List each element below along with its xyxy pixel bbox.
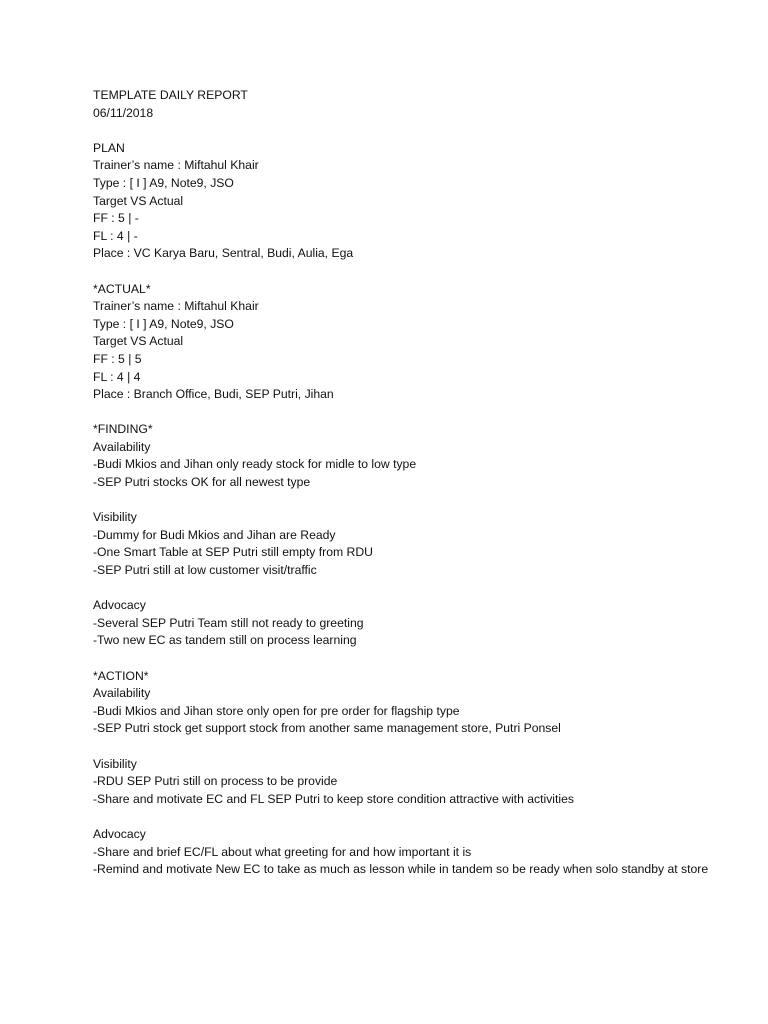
action-availability-item: -Budi Mkios and Jihan store only open for pre order for flagship type <box>93 703 460 718</box>
action-visibility-item: -RDU SEP Putri still on process to be provide <box>93 774 338 789</box>
actual-place: Place : Branch Office, Budi, SEP Putri, Jihan <box>93 387 334 402</box>
plan-trainer: Trainer’s name : Miftahul Khair <box>93 158 259 173</box>
spacer <box>93 738 733 756</box>
finding-availability-title: Availability <box>93 439 151 454</box>
spacer <box>93 404 733 422</box>
action-visibility-title: Visibility <box>93 756 137 771</box>
finding-visibility-title: Visibility <box>93 510 137 525</box>
actual-heading: *ACTUAL* <box>93 281 151 296</box>
spacer <box>93 492 733 510</box>
finding-advocacy-title: Advocacy <box>93 598 146 613</box>
finding-visibility-item: -SEP Putri still at low customer visit/traffic <box>93 563 317 578</box>
spacer <box>93 808 733 826</box>
plan-type: Type : [ I ] A9, Note9, JSO <box>93 175 234 190</box>
plan-fl: FL : 4 | - <box>93 228 138 243</box>
finding-heading: *FINDING* <box>93 422 153 437</box>
spacer <box>93 263 733 281</box>
action-visibility-item: -Share and motivate EC and FL SEP Putri to keep store condition attractive with activities <box>93 791 574 806</box>
report-title: TEMPLATE DAILY REPORT <box>93 88 248 102</box>
spacer <box>93 650 733 668</box>
actual-type: Type : [ I ] A9, Note9, JSO <box>93 316 234 331</box>
plan-target-vs-actual: Target VS Actual <box>93 193 184 208</box>
finding-advocacy-item: -Two new EC as tandem still on process learning <box>93 633 357 648</box>
plan-heading: PLAN <box>93 140 125 155</box>
report-date: 06/11/2018 <box>93 105 154 120</box>
plan-ff: FF : 5 | - <box>93 211 139 226</box>
finding-advocacy-item: -Several SEP Putri Team still not ready to greeting <box>93 615 364 630</box>
finding-availability-item: -Budi Mkios and Jihan only ready stock for midle to low type <box>93 457 417 472</box>
actual-target-vs-actual: Target VS Actual <box>93 334 184 349</box>
plan-place: Place : VC Karya Baru, Sentral, Budi, Aulia, Ega <box>93 246 354 261</box>
spacer <box>93 122 733 140</box>
finding-visibility-item: -Dummy for Budi Mkios and Jihan are Ready <box>93 527 336 542</box>
action-heading: *ACTION* <box>93 668 149 683</box>
report-body <box>93 87 733 879</box>
action-availability-title: Availability <box>93 686 151 701</box>
finding-availability-item: -SEP Putri stocks OK for all newest type <box>93 475 311 490</box>
action-availability-item: -SEP Putri stock get support stock from another same management store, Putri Ponsel <box>93 721 561 736</box>
spacer <box>93 580 733 598</box>
action-advocacy-title: Advocacy <box>93 826 146 841</box>
finding-visibility-item: -One Smart Table at SEP Putri still empty from RDU <box>93 545 373 560</box>
action-advocacy-item: -Remind and motivate New EC to take as much as lesson while in tandem so be ready when solo standby at store <box>93 862 709 877</box>
actual-trainer: Trainer’s name : Miftahul Khair <box>93 299 259 314</box>
actual-fl: FL : 4 | 4 <box>93 369 141 384</box>
action-advocacy-item: -Share and brief EC/FL about what greeting for and how important it is <box>93 844 472 859</box>
actual-ff: FF : 5 | 5 <box>93 351 142 366</box>
